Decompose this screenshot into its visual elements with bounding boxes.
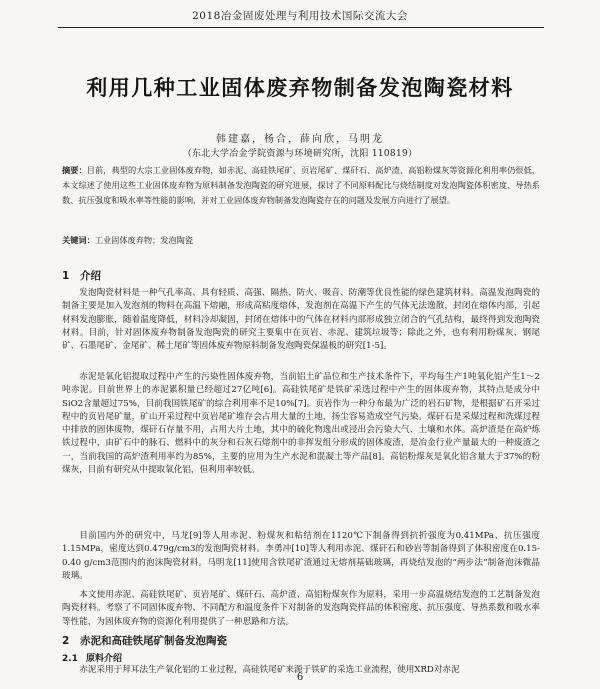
paragraph: 发泡陶瓷材料是一种气孔率高、具有轻质、高强、隔热、防火、吸音、防潮等优良性能的绿色建筑材料。高温发泡陶瓷的制备主要是加入发泡剂的物料在高温下熔融，形成高粘度熔体，发泡剂在高温下产生的气体无法逸散，封闭在熔体内部，引起材料发泡膨胀，随着温度降低，材料冷却凝固，封闭在熔体中的气体在材料内部形成独立闭合的气孔结构，最终得到发泡陶瓷材料。目前，针对固体废弃物制备发泡陶瓷的研究主要集中在页岩、赤泥、建筑垃圾等；除此之外，也有利用粉煤灰、钢尾矿、石墨尾矿、金尾矿、稀土尾矿等固体废弃物原料制备发泡陶瓷保温板的研究[1-5]。: [62, 288, 540, 352]
paper-title: 利用几种工业固体废弃物制备发泡陶瓷材料: [86, 76, 514, 100]
paragraph: 目前国内外的研究中，马龙[9]等人用赤泥、粉煤灰和粘结剂在1120℃下制备得到抗折强度为0.41MPa、抗压强度1.15MPa，密度达到0.479g/cm3的发泡陶瓷材料。李勇冲[10]等人利用赤泥、煤矸石和砂岩等制备得到了体积密度在0.15-0.40 g/cm3范围内的泡沫陶瓷材料。马明龙[11]使用含铁尾矿渣通过无熔剂基础玻璃，再烧结发泡的“两步法”制备泡沫微晶玻璃。: [62, 531, 540, 581]
paragraph: 赤泥采用于拜耳法生产氧化铝的工业过程，高硅铁尾矿来源于铁矿的采选工业流程，使用XRD对赤泥: [79, 665, 460, 675]
section-number: 1: [62, 270, 70, 282]
section-number: 2: [62, 635, 70, 647]
subsection-heading-raw-materials: [62, 651, 122, 664]
abstract: [62, 163, 540, 207]
section-heading-red-mud: [62, 633, 227, 648]
running-head: 2018冶金固废处理与利用技术国际交流大会: [192, 10, 408, 22]
section-title: 赤泥和高硅铁尾矿制备发泡陶瓷: [80, 635, 227, 647]
abstract-text: 目前，典型的大宗工业固体废弃物，如赤泥、高硅铁尾矿、页岩尾矿、煤矸石、高炉渣、高铝粉煤灰等资源化利用率仍很低，本文综述了使用这些工业固体废弃物为原料制备发泡陶瓷的研究进展，探讨了不同原料配比与烧结制度对发泡陶瓷体积密度、导热系数、抗压强度和吸水率等性能的影响，并对工业固体废弃物制备发泡陶瓷存在的问题及发展方向进行了展望。: [62, 165, 540, 205]
keywords-text: 工业固体废弃物；发泡陶瓷: [94, 235, 194, 245]
header-rule: [58, 27, 544, 28]
keywords: [62, 233, 540, 247]
page-number: 6: [296, 672, 304, 683]
paragraph: 赤泥是氧化铝提取过程中产生的污染性固体废弃物，当前铝土矿品位和生产技术条件下，平均每生产1吨氧化铝产生1～2吨赤泥。目前世界上的赤泥累积量已经超过27亿吨[6]。高硅铁尾矿是铁矿采选过程中产生的固体废弃物，其特点是成分中SiO2含量超过75%，目前我国铁尾矿的综合利用率不足10%[7]。页岩作为一种分布最为广泛的岩石矿物，是根据矿石开采过程中的页岩尾矿量，矿山开采过程中页岩尾矿堆存会占用大量的土地，扬尘容易造成空气污染。煤矸石是采煤过程和洗煤过程中排放的固体废物，煤矸石存量不用，占用大片土地，其中的硫化物逸出或浸出会污染大气、土壤和水体。高炉渣是在高炉炼铁过程中，由矿石中的脉石、燃料中的灰分和石灰石熔剂中的非挥发组分形成的固体废渣，是冶金行业产量最大的一种废渣之一，当前我国的高炉渣利用率约为85%，主要的应用为生产水泥和混凝土等产品[8]。高铝粉煤灰是氧化铝含量大于37%的粉煤灰，目前有研究从中提取氧化铝，但利用率较低。: [62, 372, 540, 476]
affiliation: （东北大学冶金学院资源与环境研究所，沈阳 110819）: [182, 149, 418, 159]
section-heading-introduction: [62, 268, 101, 283]
subsection-number: 2.1: [62, 654, 78, 664]
keywords-label: 关键词：: [62, 235, 95, 245]
section-title: 介绍: [80, 270, 101, 282]
subsection-title: 原料介绍: [86, 654, 123, 664]
paragraph: 本文使用赤泥、高硅铁尾矿、页岩尾矿、煤矸石、高炉渣、高铝粉煤灰作为原料，采用一步高温烧结发泡的工艺制备发泡陶瓷材料。考察了不同固体废弃物、不同配方和温度条件下对制备的发泡陶瓷样品的体积密度、抗压强度、导热系数和吸水率等性能，为固体废弃物的资源化利用提供了一种思路和方法。: [62, 590, 540, 627]
authors: 韩建嘉，杨合，薛向欣，马明龙: [216, 134, 384, 145]
abstract-label: 摘要：: [62, 165, 87, 175]
